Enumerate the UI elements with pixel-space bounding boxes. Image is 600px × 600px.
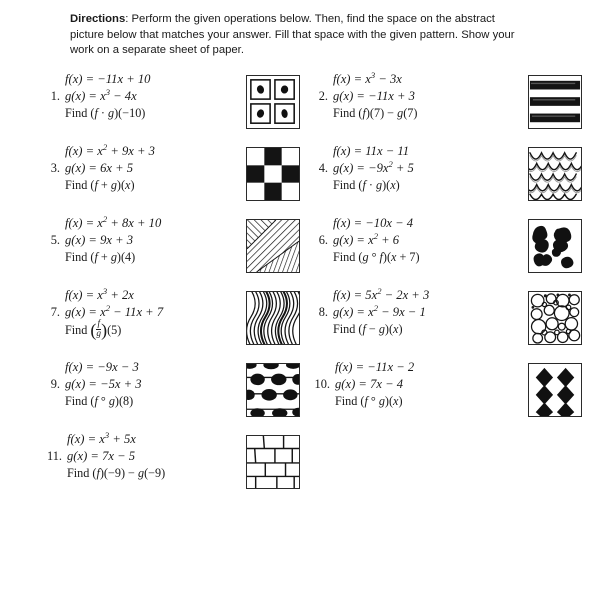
problem-row	[18, 287, 582, 345]
problem-5	[18, 215, 300, 273]
find-label: Find	[65, 322, 88, 337]
find-instruction: Find (f)(7) − g(7)	[333, 105, 418, 120]
problem-number: 9.	[50, 376, 60, 391]
find-label: Find	[67, 465, 90, 480]
function-g: $g(x) = x^2 + 6$	[333, 230, 400, 247]
find-instruction: Find (f ° g)(8)	[65, 393, 134, 408]
problem-body	[62, 431, 232, 482]
swatch-four-squares-with-dots	[246, 75, 300, 129]
swatch-ink-blobs	[528, 219, 582, 273]
find-instruction: Find (f + g)(x)	[65, 177, 135, 192]
row-spacer	[18, 417, 582, 431]
problem-1	[18, 71, 300, 129]
problem-body	[60, 215, 232, 266]
find-label: Find	[65, 177, 88, 192]
pattern-swatch-3	[232, 143, 300, 201]
problem-row	[18, 71, 582, 129]
function-f: f(x) = −10x − 4	[333, 215, 414, 230]
function-f: $f(x) = x^3 + 5x$	[67, 429, 136, 446]
function-f: f(x) = −9x − 3	[65, 359, 139, 374]
problem-number: 4.	[318, 160, 328, 175]
problem-body	[60, 287, 232, 341]
problem-body	[328, 71, 514, 122]
problem-number: 6.	[318, 232, 328, 247]
function-g: g(x) = 6x + 5	[65, 160, 134, 175]
find-label: Find	[335, 393, 358, 408]
find-instruction: Find (f)(−9) − g(−9)	[67, 465, 166, 480]
fraction-argument: (5)	[107, 322, 122, 337]
problem-row	[18, 215, 582, 273]
swatch-pebbles-circles	[528, 291, 582, 345]
find-label: Find	[333, 249, 356, 264]
problem-3	[18, 143, 300, 201]
swatch-horizontal-thick-stripes	[528, 75, 582, 129]
swatch-checkerboard	[246, 147, 300, 201]
problem-body	[328, 215, 514, 266]
function-f: f(x) = −11x − 2	[335, 359, 415, 374]
function-g: g(x) = −5x + 3	[65, 376, 142, 391]
function-f: $f(x) = x^2 + 9x + 3$	[65, 141, 155, 158]
pattern-swatch-6	[514, 215, 582, 273]
problem-number: 7.	[50, 304, 60, 319]
function-g: g(x) = 7x − 4	[335, 376, 404, 391]
find-label: Find	[333, 177, 356, 192]
problem-row-empty	[300, 431, 582, 489]
row-spacer	[18, 345, 582, 359]
pattern-swatch-1	[232, 71, 300, 129]
function-f: f(x) = −11x + 10	[65, 71, 151, 86]
problem-4	[300, 143, 582, 201]
problem-body	[328, 143, 514, 194]
problem-row	[18, 431, 582, 489]
problem-number: 2.	[318, 88, 328, 103]
function-g: g(x) = 7x − 5	[67, 448, 136, 463]
function-g: $g(x) = x^2 - 11x + 7$	[65, 302, 164, 319]
swatch-brick-wall	[246, 435, 300, 489]
function-g: $g(x) = -9x^2 + 5$	[333, 158, 414, 175]
problem-2	[300, 71, 582, 129]
directions-text: : Perform the given operations below. Then, find the space on the abstract picture below that matches your answer. Fill that space with the given pattern. Show your work on a separate sheet of paper.	[70, 13, 515, 57]
problem-7	[18, 287, 300, 345]
problem-list	[18, 71, 582, 489]
function-g: g(x) = −11x + 3	[333, 88, 415, 103]
problem-body	[330, 359, 514, 410]
problem-number: 1.	[50, 88, 60, 103]
fraction-denominator: g	[96, 329, 102, 340]
pattern-swatch-10	[514, 359, 582, 417]
find-instruction: Find (f · g)(−10)	[65, 105, 146, 120]
problem-number: 8.	[318, 304, 328, 319]
problem-11	[18, 431, 300, 489]
swatch-wavy-vertical-stripes	[246, 291, 300, 345]
find-instruction: Find (f + g)(4)	[65, 249, 136, 264]
problem-6	[300, 215, 582, 273]
function-g: $g(x) = x^2 - 9x - 1$	[333, 302, 426, 319]
problem-body	[60, 359, 232, 410]
function-g: g(x) = 9x + 3	[65, 232, 134, 247]
problem-number: 5.	[50, 232, 60, 247]
problem-10	[300, 359, 582, 417]
directions-paragraph	[18, 12, 582, 59]
find-label: Find	[65, 105, 88, 120]
function-f: $f(x) = x^3 - 3x$	[333, 69, 402, 86]
swatch-crosshatch-basketweave	[246, 219, 300, 273]
find-label: Find	[65, 393, 88, 408]
swatch-scallops	[528, 147, 582, 201]
swatch-dots-on-lines	[246, 363, 300, 417]
pattern-swatch-8	[514, 287, 582, 345]
find-instruction: Find (f · g)(x)	[333, 177, 400, 192]
problem-body	[60, 71, 232, 122]
pattern-swatch-9	[232, 359, 300, 417]
find-instruction: Find (f − g)(x)	[333, 321, 403, 336]
directions-label: Directions	[70, 13, 126, 25]
swatch-black-diamonds	[528, 363, 582, 417]
fraction-numerator: f	[97, 318, 101, 329]
problem-number: 3.	[50, 160, 60, 175]
find-label: Find	[333, 105, 356, 120]
function-g: $g(x) = x^3 - 4x$	[65, 86, 137, 103]
find-label: Find	[65, 249, 88, 264]
find-instruction: Find (f ° g)(x)	[335, 393, 403, 408]
problem-body	[60, 143, 232, 194]
function-f: $f(x) = 5x^2 - 2x + 3$	[333, 285, 430, 302]
pattern-swatch-11	[232, 431, 300, 489]
pattern-swatch-4	[514, 143, 582, 201]
problem-row	[18, 143, 582, 201]
find-instruction: Find ($\frac{f}{g}$ )(5)	[65, 318, 122, 340]
find-label: Find	[333, 321, 356, 336]
problem-number: 11.	[46, 448, 62, 463]
problem-9	[18, 359, 300, 417]
function-f: $f(x) = x^3 + 2x$	[65, 285, 134, 302]
find-instruction: Find (g ° f)(x + 7)	[333, 249, 420, 264]
pattern-swatch-2	[514, 71, 582, 129]
problem-8	[300, 287, 582, 345]
function-f: $f(x) = x^2 + 8x + 10$	[65, 213, 162, 230]
pattern-swatch-7	[232, 287, 300, 345]
problem-body	[328, 287, 514, 338]
function-f: f(x) = 11x − 11	[333, 143, 410, 158]
problem-number: 10.	[314, 376, 330, 391]
pattern-swatch-5	[232, 215, 300, 273]
problem-row	[18, 359, 582, 417]
